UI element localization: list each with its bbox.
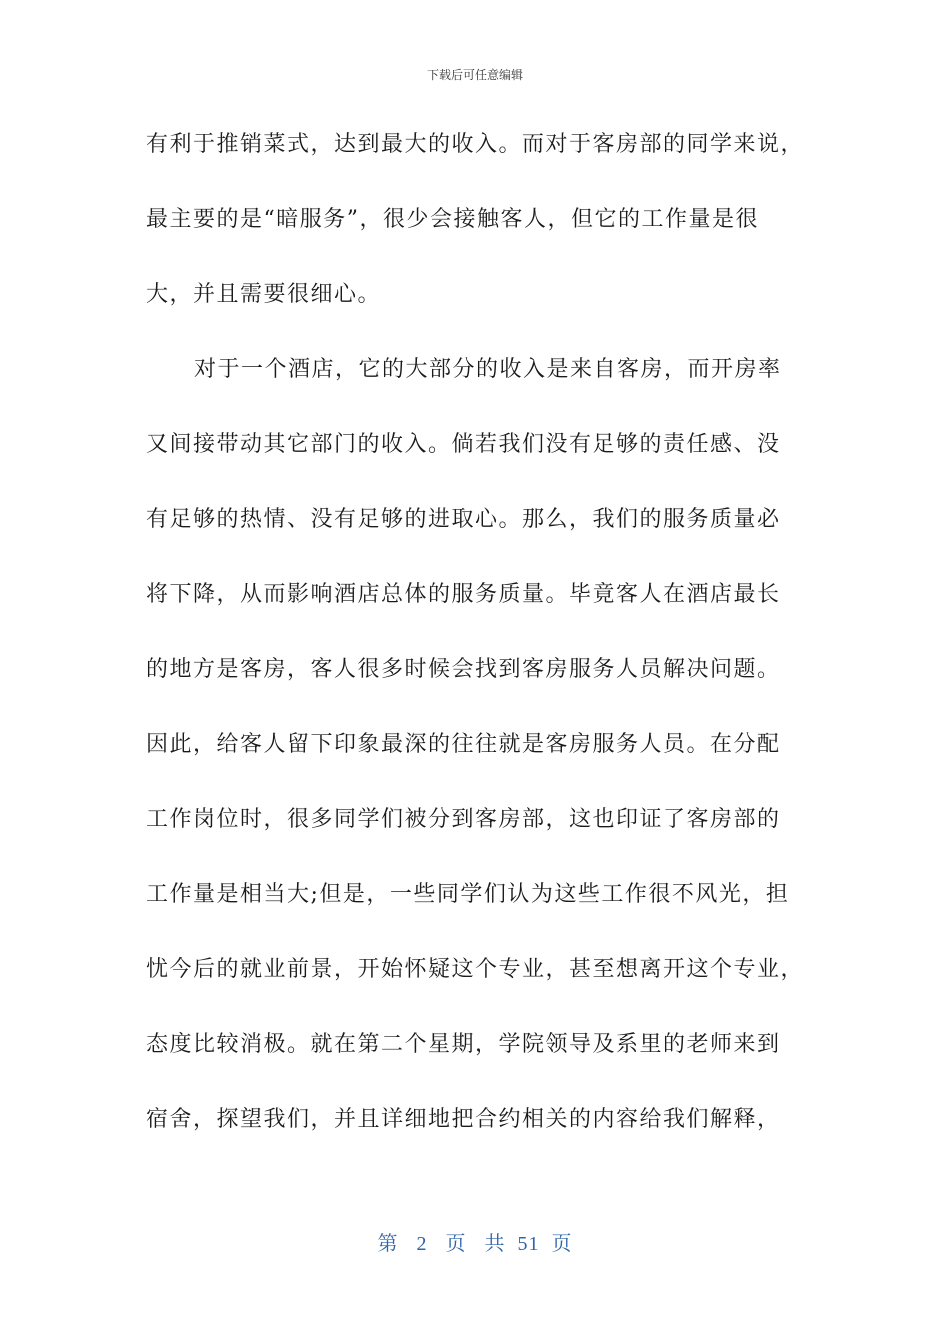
text-line: 工作岗位时，很多同学们被分到客房部，这也印证了客房部的 bbox=[146, 807, 781, 832]
footer-prefix: 第 bbox=[377, 1233, 399, 1255]
text-line: 大，并且需要很细心。 bbox=[146, 282, 382, 307]
text-line: 有足够的热情、没有足够的进取心。那么，我们的服务质量必 bbox=[146, 507, 781, 532]
footer-page-word: 页 bbox=[445, 1233, 467, 1255]
footer-total-word: 共 bbox=[484, 1233, 506, 1255]
current-page-number: 2 bbox=[416, 1233, 428, 1255]
body-text bbox=[146, 127, 811, 1177]
footer-suffix: 页 bbox=[551, 1233, 573, 1255]
text-line: 的地方是客房，客人很多时候会找到客房服务人员解决问题。 bbox=[146, 657, 781, 682]
text-line: 态度比较消极。就在第二个星期，学院领导及系里的老师来到 bbox=[146, 1032, 781, 1057]
header-note: 下载后可任意编辑 bbox=[426, 68, 523, 82]
total-page-count: 51 bbox=[517, 1233, 540, 1255]
text-line: 宿舍，探望我们，并且详细地把合约相关的内容给我们解释， bbox=[146, 1107, 781, 1132]
text-line: 工作量是相当大;但是，一些同学们认为这些工作很不风光，担 bbox=[146, 882, 790, 907]
text-line: 又间接带动其它部门的收入。倘若我们没有足够的责任感、没 bbox=[146, 432, 781, 457]
text-line: 将下降，从而影响酒店总体的服务质量。毕竟客人在酒店最长 bbox=[146, 582, 781, 607]
text-line: 因此，给客人留下印象最深的往往就是客房服务人员。在分配 bbox=[146, 732, 781, 757]
text-line: 最主要的是“暗服务”，很少会接触客人，但它的工作量是很 bbox=[146, 207, 759, 232]
text-line: 有利于推销菜式，达到最大的收入。而对于客房部的同学来说， bbox=[146, 132, 805, 157]
paragraph-first-line: 对于一个酒店，它的大部分的收入是来自客房，而开房率 bbox=[194, 357, 782, 382]
page-number-footer bbox=[0, 1227, 950, 1256]
text-line: 忧今后的就业前景，开始怀疑这个专业，甚至想离开这个专业， bbox=[146, 957, 805, 982]
